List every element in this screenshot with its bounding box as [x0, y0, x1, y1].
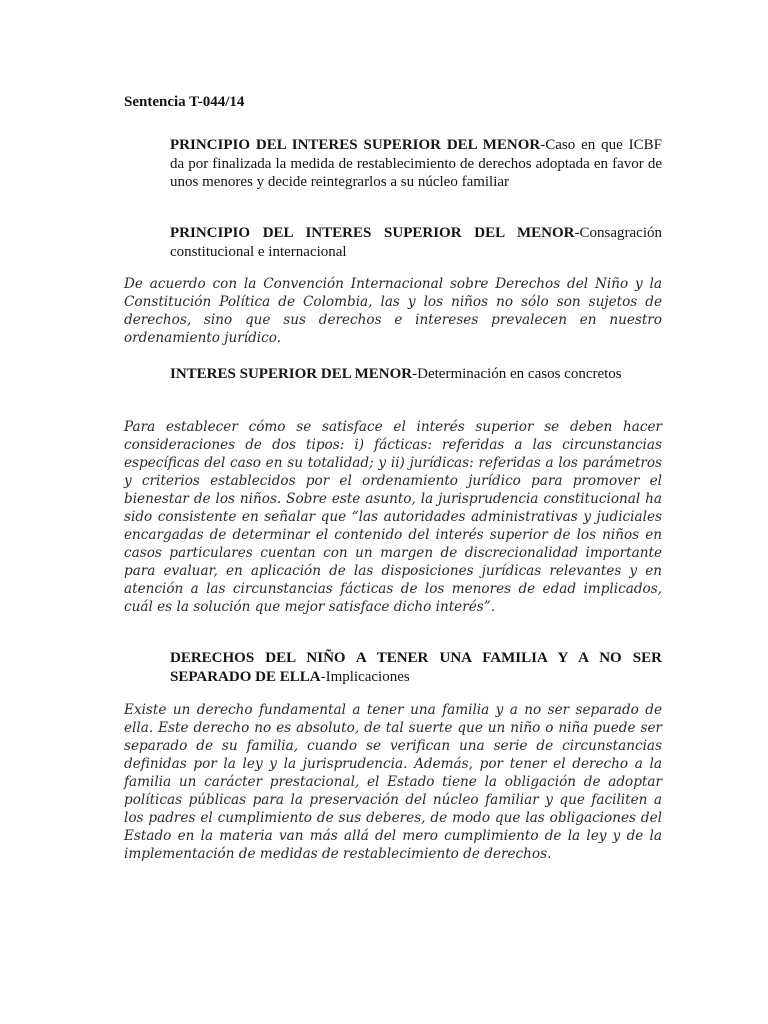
section-heading-bold: PRINCIPIO DEL INTERES SUPERIOR DEL MENOR	[170, 225, 575, 241]
document-title: Sentencia T-044/14	[124, 94, 245, 110]
section-heading-bold: INTERES SUPERIOR DEL MENOR	[170, 366, 413, 382]
section-heading-rest: -Caso en que ICBF da por finalizada la medida de restablecimiento de derechos adoptada en favor de unos menores y decide reintegrarlos a su núcleo familiar	[170, 137, 662, 190]
section-heading-rest: -Implicaciones	[320, 668, 410, 685]
section-heading	[170, 136, 662, 192]
section-heading	[170, 224, 662, 261]
section-paragraph: Para establecer cómo se satisface el interés superior se deben hacer consideraciones de dos tipos: i) fácticas: referidas a las circunstancias específicas del caso en su totalidad; y ii) jurídicas: referidas a los parámetros y criterios establecidos por el ordenamiento jurídico para promover el bienestar de los niños. Sobre este asunto, la jurisprudencia constitucional ha sido consistente en señalar que “las autoridades administrativas y judiciales encargadas de determinar el contenido del interés superior de los niños en casos particulares cuentan con un margen de discrecionalidad importante para evaluar, en aplicación de las disposiciones jurídicas relevantes y en atención a las circunstancias fácticas de los menores de edad implicados, cuál es la solución que mejor satisface dicho interés”.	[124, 419, 662, 615]
section-paragraph: Existe un derecho fundamental a tener una familia y a no ser separado de ella. Este derecho no es absoluto, de tal suerte que un niño o niña puede ser separado de su familia, cuando se verifican una serie de circunstancias definidas por la ley y la jurisprudencia. Además, por tener el derecho a la familia un carácter prestacional, el Estado tiene la obligación de adoptar políticas públicas para la preservación del núcleo familiar y que faciliten a los padres el cumplimiento de sus deberes, de modo que las obligaciones del Estado en la materia van más allá del mero cumplimiento de la ley y de la implementación de medidas de restablecimiento de derechos.	[124, 702, 662, 862]
section-heading	[170, 365, 662, 384]
section-heading-bold: DERECHOS DEL NIÑO A TENER UNA FAMILIA Y A NO SER SEPARADO DE ELLA	[170, 650, 662, 685]
section-heading-rest: -Determinación en casos concretos	[412, 366, 622, 382]
section-heading-rest: -Consagración constitucional e internacional	[170, 225, 662, 260]
section-heading	[170, 649, 662, 686]
section-paragraph: De acuerdo con la Convención Internacional sobre Derechos del Niño y la Constitución Política de Colombia, las y los niños no sólo son sujetos de derechos, sino que sus derechos e intereses prevalecen en nuestro ordenamiento jurídico.	[124, 276, 662, 346]
section-heading-bold: PRINCIPIO DEL INTERES SUPERIOR DEL MENOR	[170, 137, 541, 153]
